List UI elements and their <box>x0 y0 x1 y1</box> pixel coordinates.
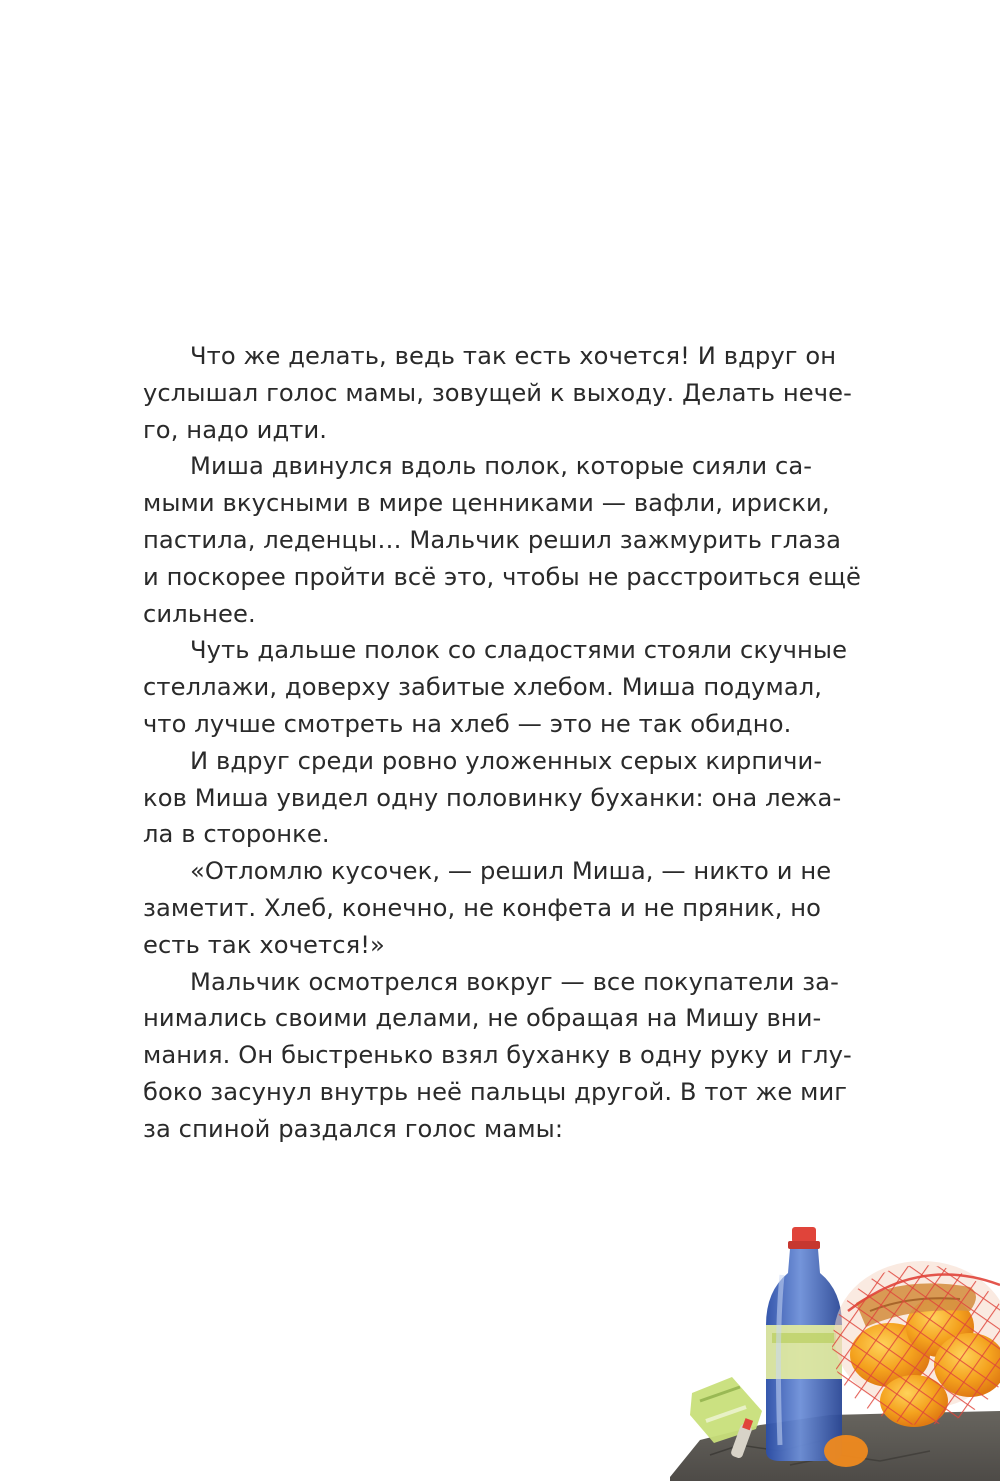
text-line: заметит. Хлеб, конечно, не конфета и не пряник, но <box>143 893 822 922</box>
text-line: стеллажи, доверху забитые хлебом. Миша подумал, <box>143 673 823 702</box>
text-line: «Отломлю кусочек, — решил Миша, — никто и не <box>190 857 832 886</box>
text-line: есть так хочется!» <box>143 930 385 959</box>
text-line: ла в сторонке. <box>143 820 330 849</box>
paragraph-2 <box>143 448 863 632</box>
text-line: го, надо идти. <box>143 415 328 444</box>
paragraph-4 <box>143 743 863 853</box>
paragraph-3 <box>143 632 863 742</box>
text-line: сильнее. <box>143 599 256 628</box>
grocery-still-life-icon <box>670 1215 1000 1481</box>
story-text <box>143 338 863 1148</box>
text-line: Чуть дальше полок со сладостями стояли скучные <box>190 636 848 665</box>
text-line: что лучше смотреть на хлеб — это не так обидно. <box>143 709 792 738</box>
text-line: Миша двинулся вдоль полок, которые сияли са- <box>190 452 813 481</box>
paragraph-5 <box>143 853 863 963</box>
paragraph-1 <box>143 338 863 448</box>
text-line: ков Миша увидел одну половинку буханки: она лежа- <box>143 783 842 812</box>
bottle-shape <box>766 1227 842 1461</box>
text-line: Мальчик осмотрелся вокруг — все покупатели за- <box>190 967 839 996</box>
text-line: Что же делать, ведь так есть хочется! И вдруг он <box>190 342 837 370</box>
net-bag-shape <box>832 1261 1000 1427</box>
text-line: за спиной раздался голос мамы: <box>143 1114 564 1143</box>
text-line: услышал голос мамы, зовущей к выходу. Делать нече- <box>143 378 852 407</box>
text-line: И вдруг среди ровно уложенных серых кирпичи- <box>190 746 823 775</box>
text-line: нимались своими делами, не обращая на Мишу вни- <box>143 1004 822 1033</box>
text-line: пастила, леденцы… Мальчик решил зажмурить глаза <box>143 525 842 554</box>
text-line: мыми вкусными в мире ценниками — вафли, ириски, <box>143 489 830 518</box>
text-line: и поскорее пройти всё это, чтобы не расстроиться ещё <box>143 562 861 591</box>
orange-shape <box>824 1435 868 1467</box>
text-line: мания. Он быстренько взял буханку в одну руку и глу- <box>143 1041 852 1070</box>
text-line: боко засунул внутрь неё пальцы другой. В тот же миг <box>143 1077 848 1106</box>
paragraph-6 <box>143 964 863 1148</box>
